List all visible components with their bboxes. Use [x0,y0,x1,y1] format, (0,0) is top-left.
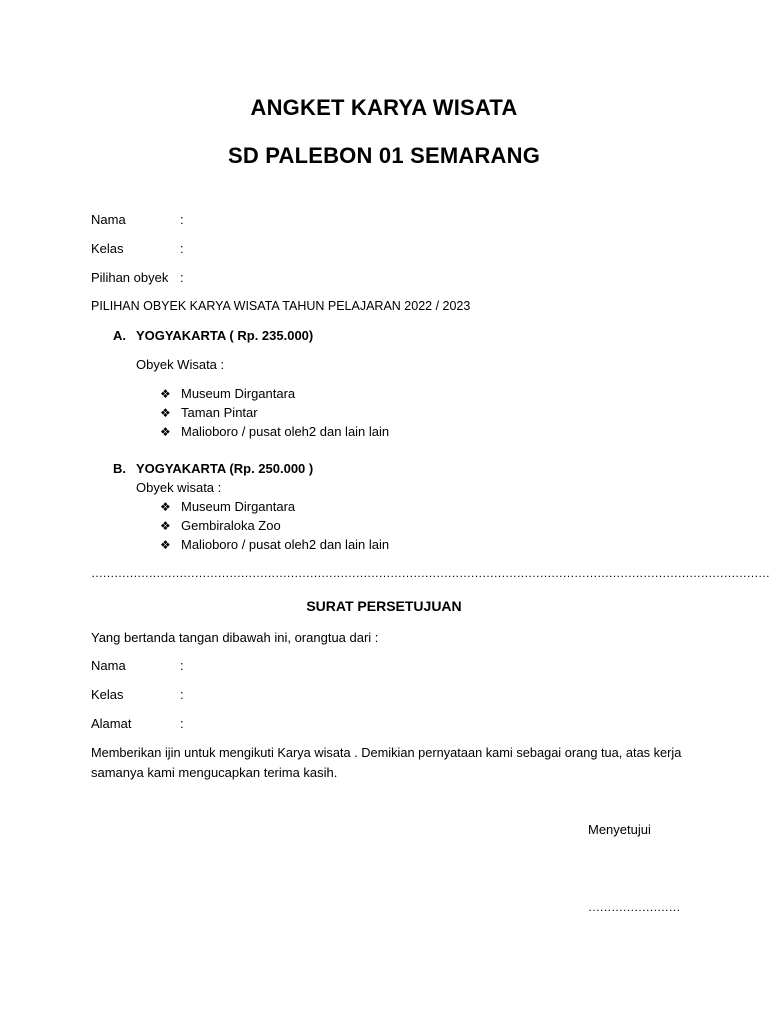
diamond-bullet-icon: ❖ [160,519,171,533]
field-label-alamat: Alamat [91,716,132,731]
consent-title: SURAT PERSETUJUAN [306,598,462,614]
consent-body-line-1: Memberikan ijin untuk mengikuti Karya wisata . Demikian pernyataan kami sebagai orang tua, atas kerja [91,745,682,760]
list-item: Museum Dirgantara [181,386,296,401]
list-item: Taman Pintar [181,405,258,420]
list-item: Malioboro / pusat oleh2 dan lain lain [181,537,390,552]
list-item: Gembiraloka Zoo [181,518,281,533]
diamond-bullet-icon: ❖ [160,406,171,420]
option-sub-label: Obyek wisata : [136,480,222,495]
option-letter: B. [113,461,126,476]
option-letter: A. [113,328,126,343]
field-colon: : [180,687,184,702]
field-label-kelas: Kelas [91,241,124,256]
field-colon: : [180,212,184,227]
list-item: Museum Dirgantara [181,499,296,514]
document-title: ANGKET KARYA WISATA [250,95,518,120]
approval-label: Menyetujui [588,822,651,837]
diamond-bullet-icon: ❖ [160,538,171,552]
diamond-bullet-icon: ❖ [160,425,171,439]
consent-intro: Yang bertanda tangan dibawah ini, orangtua dari : [91,630,379,645]
field-label-kelas: Kelas [91,687,124,702]
options-heading: PILIHAN OBYEK KARYA WISATA TAHUN PELAJARAN 2022 / 2023 [91,299,471,313]
field-colon: : [180,270,184,285]
list-item: Malioboro / pusat oleh2 dan lain lain [181,424,390,439]
dotted-separator: …………………………………………………………………………………………………………………………………………………………… [91,566,770,580]
field-colon: : [180,241,184,256]
option-sub-label: Obyek Wisata : [136,357,225,372]
field-label-pilihan-obyek: Pilihan obyek [91,270,169,285]
field-colon: : [180,716,184,731]
consent-body-line-2: samanya kami mengucapkan terima kasih. [91,765,338,780]
diamond-bullet-icon: ❖ [160,500,171,514]
option-title: YOGYAKARTA (Rp. 250.000 ) [136,461,314,476]
field-label-nama: Nama [91,212,126,227]
option-title: YOGYAKARTA ( Rp. 235.000) [136,328,314,343]
diamond-bullet-icon: ❖ [160,387,171,401]
document-subtitle: SD PALEBON 01 SEMARANG [227,143,541,168]
field-label-nama: Nama [91,658,126,673]
field-colon: : [180,658,184,673]
signature-line: …………………… [588,900,680,914]
